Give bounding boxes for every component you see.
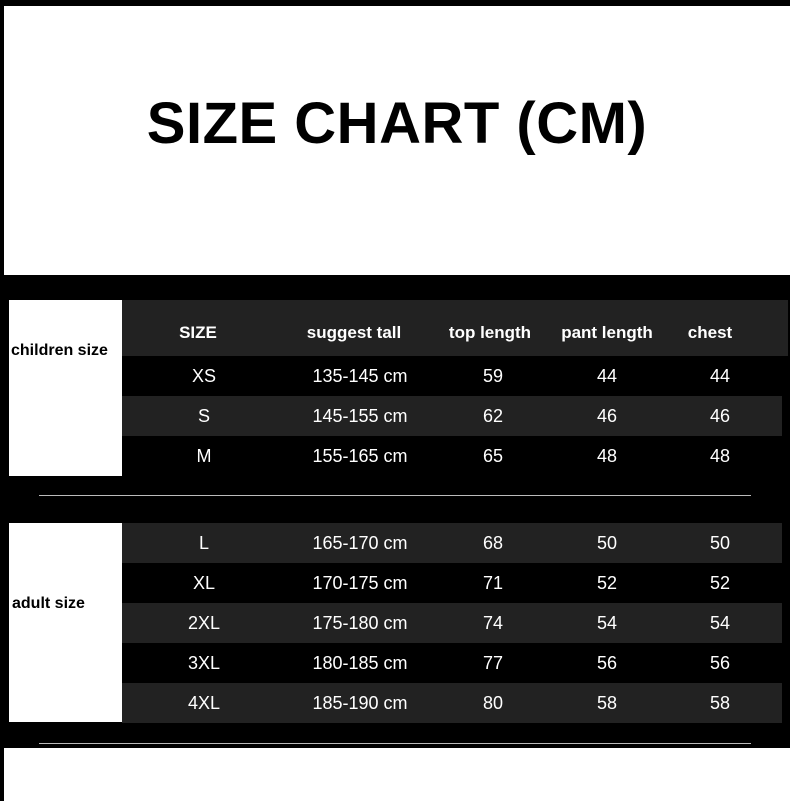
header-pant-length: pant length (561, 323, 653, 342)
table-header (122, 300, 788, 356)
size-cell: M (196, 446, 212, 466)
pant-length-cell: 54 (596, 613, 618, 633)
tall-cell: 180-185 cm (312, 653, 408, 673)
adult-size-box (9, 523, 122, 722)
top-length-cell: 59 (482, 366, 504, 386)
chest-cell: 44 (709, 366, 731, 386)
pant-length-cell: 52 (596, 573, 618, 593)
top-length-cell: 68 (482, 533, 504, 553)
top-length-cell: 80 (482, 693, 504, 713)
pant-length-cell: 56 (596, 653, 618, 673)
chest-cell: 54 (709, 613, 731, 633)
top-length-cell: 77 (482, 653, 504, 673)
size-cell: 3XL (187, 653, 221, 673)
chest-cell: 52 (709, 573, 731, 593)
section-divider (39, 495, 751, 496)
header-top-length: top length (448, 323, 532, 342)
tall-cell: 185-190 cm (312, 693, 408, 713)
top-length-cell: 74 (482, 613, 504, 633)
size-cell: S (197, 406, 210, 426)
pant-length-cell: 48 (596, 446, 618, 466)
table-row (122, 356, 782, 396)
title-panel (4, 6, 790, 275)
chest-cell: 58 (709, 693, 731, 713)
children-size-label: children size (11, 342, 108, 359)
size-cell: 4XL (187, 693, 221, 713)
size-cell: L (198, 533, 209, 553)
bottom-panel (4, 748, 790, 801)
pant-length-cell: 46 (596, 406, 618, 426)
size-cell: XS (191, 366, 216, 386)
chest-cell: 48 (709, 446, 731, 466)
size-cell: XL (192, 573, 216, 593)
tall-cell: 155-165 cm (312, 446, 408, 466)
size-cell: 2XL (187, 613, 221, 633)
table-row (122, 436, 782, 476)
chest-cell: 56 (709, 653, 731, 673)
tall-cell: 175-180 cm (312, 613, 408, 633)
table-row (122, 523, 782, 563)
page-title: SIZE CHART (CM) (146, 91, 648, 156)
top-length-cell: 71 (482, 573, 504, 593)
tall-cell: 165-170 cm (312, 533, 408, 553)
table-row (122, 683, 782, 723)
table-row (122, 396, 782, 436)
tall-cell: 135-145 cm (312, 366, 408, 386)
table-row (122, 643, 782, 683)
top-length-cell: 65 (482, 446, 504, 466)
pant-length-cell: 50 (596, 533, 618, 553)
children-size-box (9, 300, 122, 476)
header-size: SIZE (179, 323, 217, 342)
pant-length-cell: 44 (596, 366, 618, 386)
chest-cell: 50 (709, 533, 731, 553)
table-row (122, 603, 782, 643)
tall-cell: 145-155 cm (312, 406, 408, 426)
chest-cell: 46 (709, 406, 731, 426)
header-suggest-tall: suggest tall (306, 323, 402, 342)
table-row (122, 563, 782, 603)
tall-cell: 170-175 cm (312, 573, 408, 593)
section-divider (39, 743, 751, 744)
adult-size-label: adult size (12, 595, 85, 612)
header-chest: chest (687, 323, 733, 342)
top-length-cell: 62 (482, 406, 504, 426)
pant-length-cell: 58 (596, 693, 618, 713)
